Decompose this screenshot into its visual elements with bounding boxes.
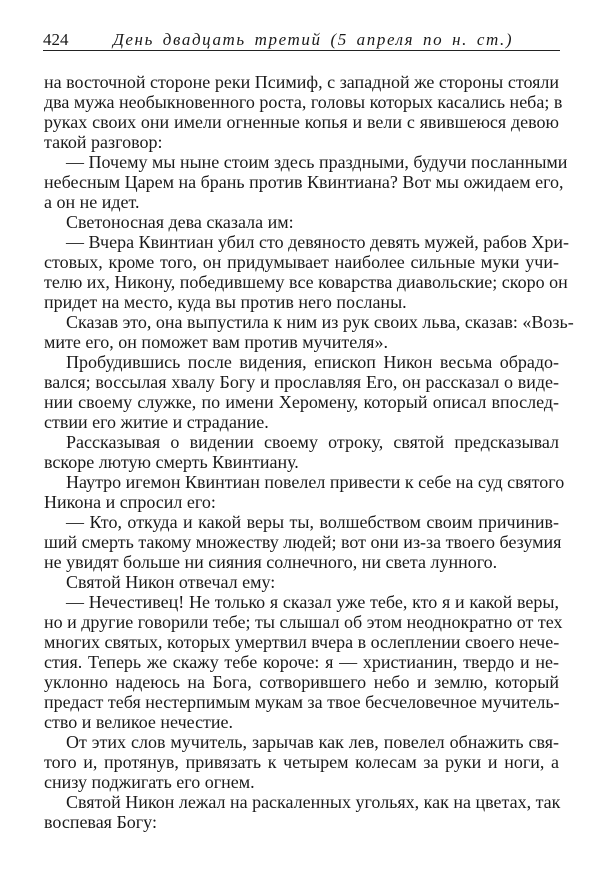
page-number: 424 xyxy=(43,30,69,49)
body-text xyxy=(44,72,574,832)
text-line: вался; воссылая хвалу Богу и прославляя Его, он рассказал о виде- xyxy=(44,372,559,392)
text-line: нии своему служке, по имени Херомену, который описал впослед- xyxy=(44,392,559,412)
text-line: — Почему мы ныне стоим здесь праздными, будучи посланными xyxy=(66,152,568,172)
text-line: Сказав это, она выпустила к ним из рук своих льва, сказав: «Возь- xyxy=(66,312,574,332)
text-line: — Кто, откуда и какой веры ты, волшебством своим причинив- xyxy=(66,512,559,532)
running-title: День двадцать третий (5 апреля по н. ст.) xyxy=(113,30,514,49)
text-line: два мужа необыкновенного роста, головы которых касались неба; в xyxy=(44,92,563,112)
text-line: Никона и спросил его: xyxy=(44,492,216,512)
text-line: снизу поджигать его огнем. xyxy=(44,772,255,792)
text-line: ший смерть такому множеству людей; вот они из-за твоего безумия xyxy=(44,532,562,552)
text-line: Святой Никон лежал на раскаленных угольях, как на цветах, так xyxy=(66,792,561,812)
text-line: воспевая Богу: xyxy=(44,812,157,832)
text-line: не увидят больше ни сияния солнечного, ни света лунного. xyxy=(44,552,498,572)
text-line: стия. Теперь же скажу тебе короче: я — христианин, твердо и не- xyxy=(44,652,559,672)
text-line: предаст тебя нестерпимым мукам за твое бесчеловечное мучитель- xyxy=(44,692,560,712)
text-line: Рассказывая о видении своему отроку, святой предсказывал xyxy=(66,432,559,452)
text-line: телю их, Никону, победившему все коварства диавольские; скоро он xyxy=(44,272,568,292)
text-line: но и другие говорили тебе; ты слышал об этом неоднократно от тех xyxy=(44,612,563,632)
text-line: мите его, он поможет вам против мучителя». xyxy=(44,332,388,352)
text-line: Святой Никон отвечал ему: xyxy=(66,572,276,592)
text-line: Наутро игемон Квинтиан повелел привести к себе на суд святого xyxy=(66,472,565,492)
text-line: ство и великое нечестие. xyxy=(44,712,234,732)
running-header xyxy=(43,28,560,51)
text-line: Светоносная дева сказала им: xyxy=(66,212,294,232)
text-line: вскоре лютую смерть Квинтиану. xyxy=(44,452,299,472)
text-line: а он не идет. xyxy=(44,192,140,212)
text-line: руках своих они имели огненные копья и вели с явившеюся девою xyxy=(44,112,559,132)
text-line: От этих слов мучитель, зарычав как лев, повелел обнажить свя- xyxy=(66,732,559,752)
text-line: ствии его житие и страдание. xyxy=(44,412,269,432)
text-line: небесным Царем на брань против Квинтиана? Вот мы ожидаем его, xyxy=(44,172,564,192)
text-line: многих святых, которых умертвил вчера в ослеплении своего нече- xyxy=(44,632,560,652)
text-line: — Нечестивец! Не только я сказал уже тебе, кто я и какой веры, xyxy=(66,592,559,612)
text-line: такой разговор: xyxy=(44,132,163,152)
text-line: уклонно надеюсь на Бога, сотворившего небо и землю, который xyxy=(44,672,559,692)
text-line: того и, протянув, привязать к четырем колесам за руки и ноги, а xyxy=(44,752,559,772)
text-line: — Вчера Квинтиан убил сто девяносто девять мужей, рабов Хри- xyxy=(66,232,570,252)
text-line: на восточной стороне реки Псимиф, с западной же стороны стояли xyxy=(44,72,559,92)
text-line: придет на место, куда вы против него посланы. xyxy=(44,292,407,312)
text-line: стовых, кроме того, он придумывает наиболее сильные муки учи- xyxy=(44,252,559,272)
text-line: Пробудившись после видения, епископ Никон весьма обрадо- xyxy=(66,352,559,372)
